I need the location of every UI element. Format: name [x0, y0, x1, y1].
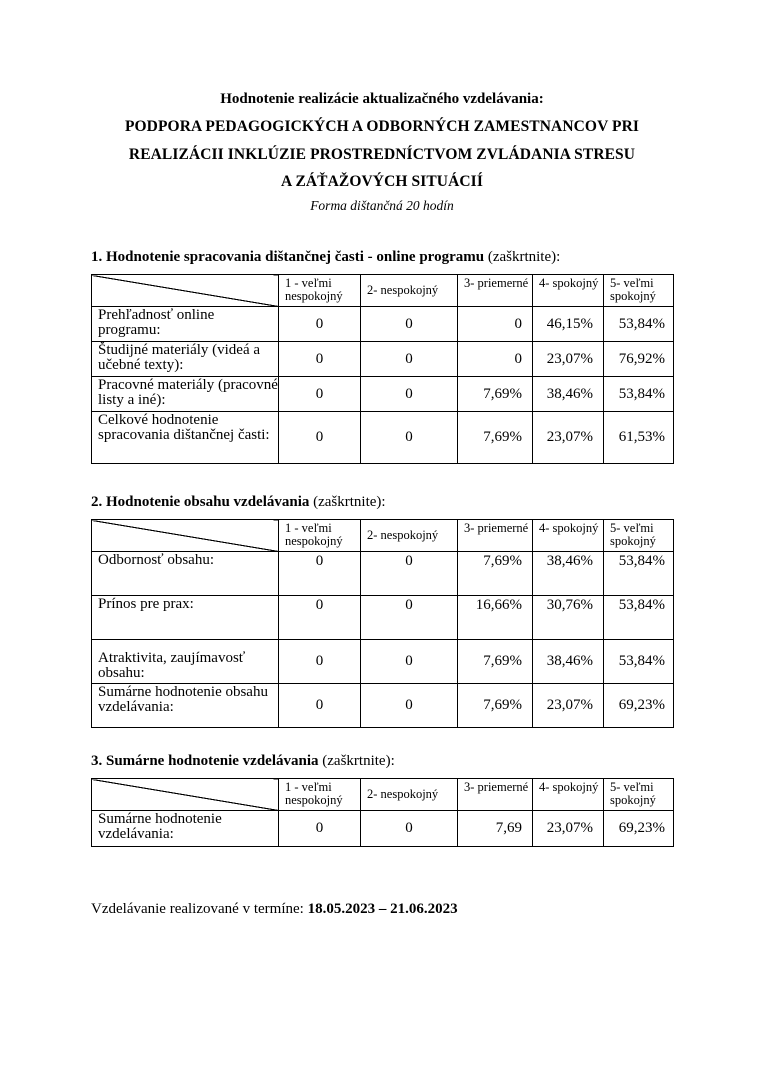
row-label: Sumárne hodnotenie obsahu vzdelávania:	[92, 684, 279, 728]
table-row	[92, 412, 674, 464]
section3-table	[91, 778, 674, 847]
section3-title-note: (zaškrtnite):	[318, 753, 395, 769]
row-label: Sumárne hodnotenie vzdelávania:	[92, 811, 279, 847]
cell-value: 53,84%	[604, 552, 674, 596]
cell-value: 7,69%	[458, 412, 533, 464]
col-header-2: 2- nespokojný	[361, 275, 458, 307]
row-label: Odbornosť obsahu:	[92, 552, 279, 596]
cell-value: 38,46%	[533, 377, 604, 412]
cell-value: 0	[279, 596, 361, 640]
col-header-3: 3- priemerné	[458, 275, 533, 307]
cell-value: 0	[279, 342, 361, 377]
section3-title	[91, 753, 395, 770]
cell-value: 23,07%	[533, 684, 604, 728]
cell-value: 53,84%	[604, 596, 674, 640]
cell-value: 30,76%	[533, 596, 604, 640]
col-header-4: 4- spokojný	[533, 520, 604, 552]
cell-value: 0	[361, 412, 458, 464]
cell-value: 0	[279, 640, 361, 684]
table-row	[92, 640, 674, 684]
cell-value: 0	[279, 377, 361, 412]
cell-value: 69,23%	[604, 811, 674, 847]
cell-value: 0	[458, 307, 533, 342]
header-diagonal-cell	[92, 275, 279, 307]
table-row	[92, 342, 674, 377]
footer-dates: 18.05.2023 – 21.06.2023	[307, 901, 458, 917]
cell-value: 23,07%	[533, 811, 604, 847]
col-header-2: 2- nespokojný	[361, 779, 458, 811]
cell-value: 0	[361, 552, 458, 596]
col-header-4: 4- spokojný	[533, 779, 604, 811]
cell-value: 46,15%	[533, 307, 604, 342]
cell-value: 0	[279, 552, 361, 596]
table-row	[92, 596, 674, 640]
cell-value: 0	[279, 307, 361, 342]
col-header-1: 1 - veľmi nespokojný	[279, 520, 361, 552]
document-title-main-1: PODPORA PEDAGOGICKÝCH A ODBORNÝCH ZAMESTNANCOV PRI	[124, 118, 640, 135]
cell-value: 69,23%	[604, 684, 674, 728]
section3-header-row	[92, 779, 674, 811]
col-header-3: 3- priemerné	[458, 520, 533, 552]
col-header-1: 1 - veľmi nespokojný	[279, 779, 361, 811]
section2-title-note: (zaškrtnite):	[309, 494, 386, 510]
row-label: Študijné materiály (videá a učebné texty):	[92, 342, 279, 377]
cell-value: 76,92%	[604, 342, 674, 377]
section1-table	[91, 274, 674, 464]
col-header-4: 4- spokojný	[533, 275, 604, 307]
header-diagonal-cell	[92, 520, 279, 552]
table-row	[92, 684, 674, 728]
cell-value: 7,69	[458, 811, 533, 847]
cell-value: 7,69%	[458, 640, 533, 684]
row-label: Prehľadnosť online programu:	[92, 307, 279, 342]
cell-value: 0	[361, 640, 458, 684]
section2-title-bold: 2. Hodnotenie obsahu vzdelávania	[91, 494, 310, 510]
cell-value: 7,69%	[458, 552, 533, 596]
cell-value: 0	[361, 377, 458, 412]
cell-value: 0	[361, 307, 458, 342]
cell-value: 53,84%	[604, 377, 674, 412]
cell-value: 38,46%	[533, 640, 604, 684]
cell-value: 7,69%	[458, 684, 533, 728]
col-header-5: 5- veľmi spokojný	[604, 275, 674, 307]
header-diagonal-cell	[92, 779, 279, 811]
table-row	[92, 307, 674, 342]
col-header-3: 3- priemerné	[458, 779, 533, 811]
col-header-5: 5- veľmi spokojný	[604, 520, 674, 552]
document-title-main-2: REALIZÁCII INKLÚZIE PROSTREDNÍCTVOM ZVLÁDANIA STRESU	[128, 146, 636, 163]
row-label: Prínos pre prax:	[92, 596, 279, 640]
document-title-main-3: A ZÁŤAŽOVÝCH SITUÁCIÍ	[281, 173, 483, 190]
cell-value: 0	[361, 596, 458, 640]
section2-header-row	[92, 520, 674, 552]
document-subtitle: Forma dištančná 20 hodín	[310, 198, 454, 213]
section1-header-row	[92, 275, 674, 307]
cell-value: 16,66%	[458, 596, 533, 640]
document-title-line: Hodnotenie realizácie aktualizačného vzdelávania:	[220, 91, 544, 107]
footer-text: Vzdelávanie realizované v termíne:	[91, 901, 308, 917]
row-label: Atraktivita, zaujímavosť obsahu:	[92, 640, 279, 684]
section2-title	[91, 494, 386, 511]
cell-value: 0	[279, 412, 361, 464]
section1-title-note: (zaškrtnite):	[484, 249, 561, 265]
cell-value: 0	[458, 342, 533, 377]
cell-value: 61,53%	[604, 412, 674, 464]
row-label: Celkové hodnotenie spracovania dištančnej časti:	[92, 412, 279, 464]
table-row	[92, 811, 674, 847]
col-header-5: 5- veľmi spokojný	[604, 779, 674, 811]
section1-title	[91, 249, 560, 266]
cell-value: 7,69%	[458, 377, 533, 412]
cell-value: 23,07%	[533, 342, 604, 377]
table-row	[92, 377, 674, 412]
cell-value: 23,07%	[533, 412, 604, 464]
cell-value: 0	[361, 684, 458, 728]
section3-title-bold: 3. Sumárne hodnotenie vzdelávania	[91, 753, 319, 769]
footer-term	[91, 901, 458, 918]
section2-table	[91, 519, 674, 728]
row-label: Pracovné materiály (pracovné listy a iné):	[92, 377, 279, 412]
cell-value: 0	[361, 342, 458, 377]
cell-value: 53,84%	[604, 640, 674, 684]
cell-value: 0	[361, 811, 458, 847]
table-row	[92, 552, 674, 596]
cell-value: 53,84%	[604, 307, 674, 342]
section1-title-bold: 1. Hodnotenie spracovania dištančnej časti - online programu	[91, 249, 485, 265]
cell-value: 38,46%	[533, 552, 604, 596]
cell-value: 0	[279, 811, 361, 847]
col-header-1: 1 - veľmi nespokojný	[279, 275, 361, 307]
cell-value: 0	[279, 684, 361, 728]
col-header-2: 2- nespokojný	[361, 520, 458, 552]
